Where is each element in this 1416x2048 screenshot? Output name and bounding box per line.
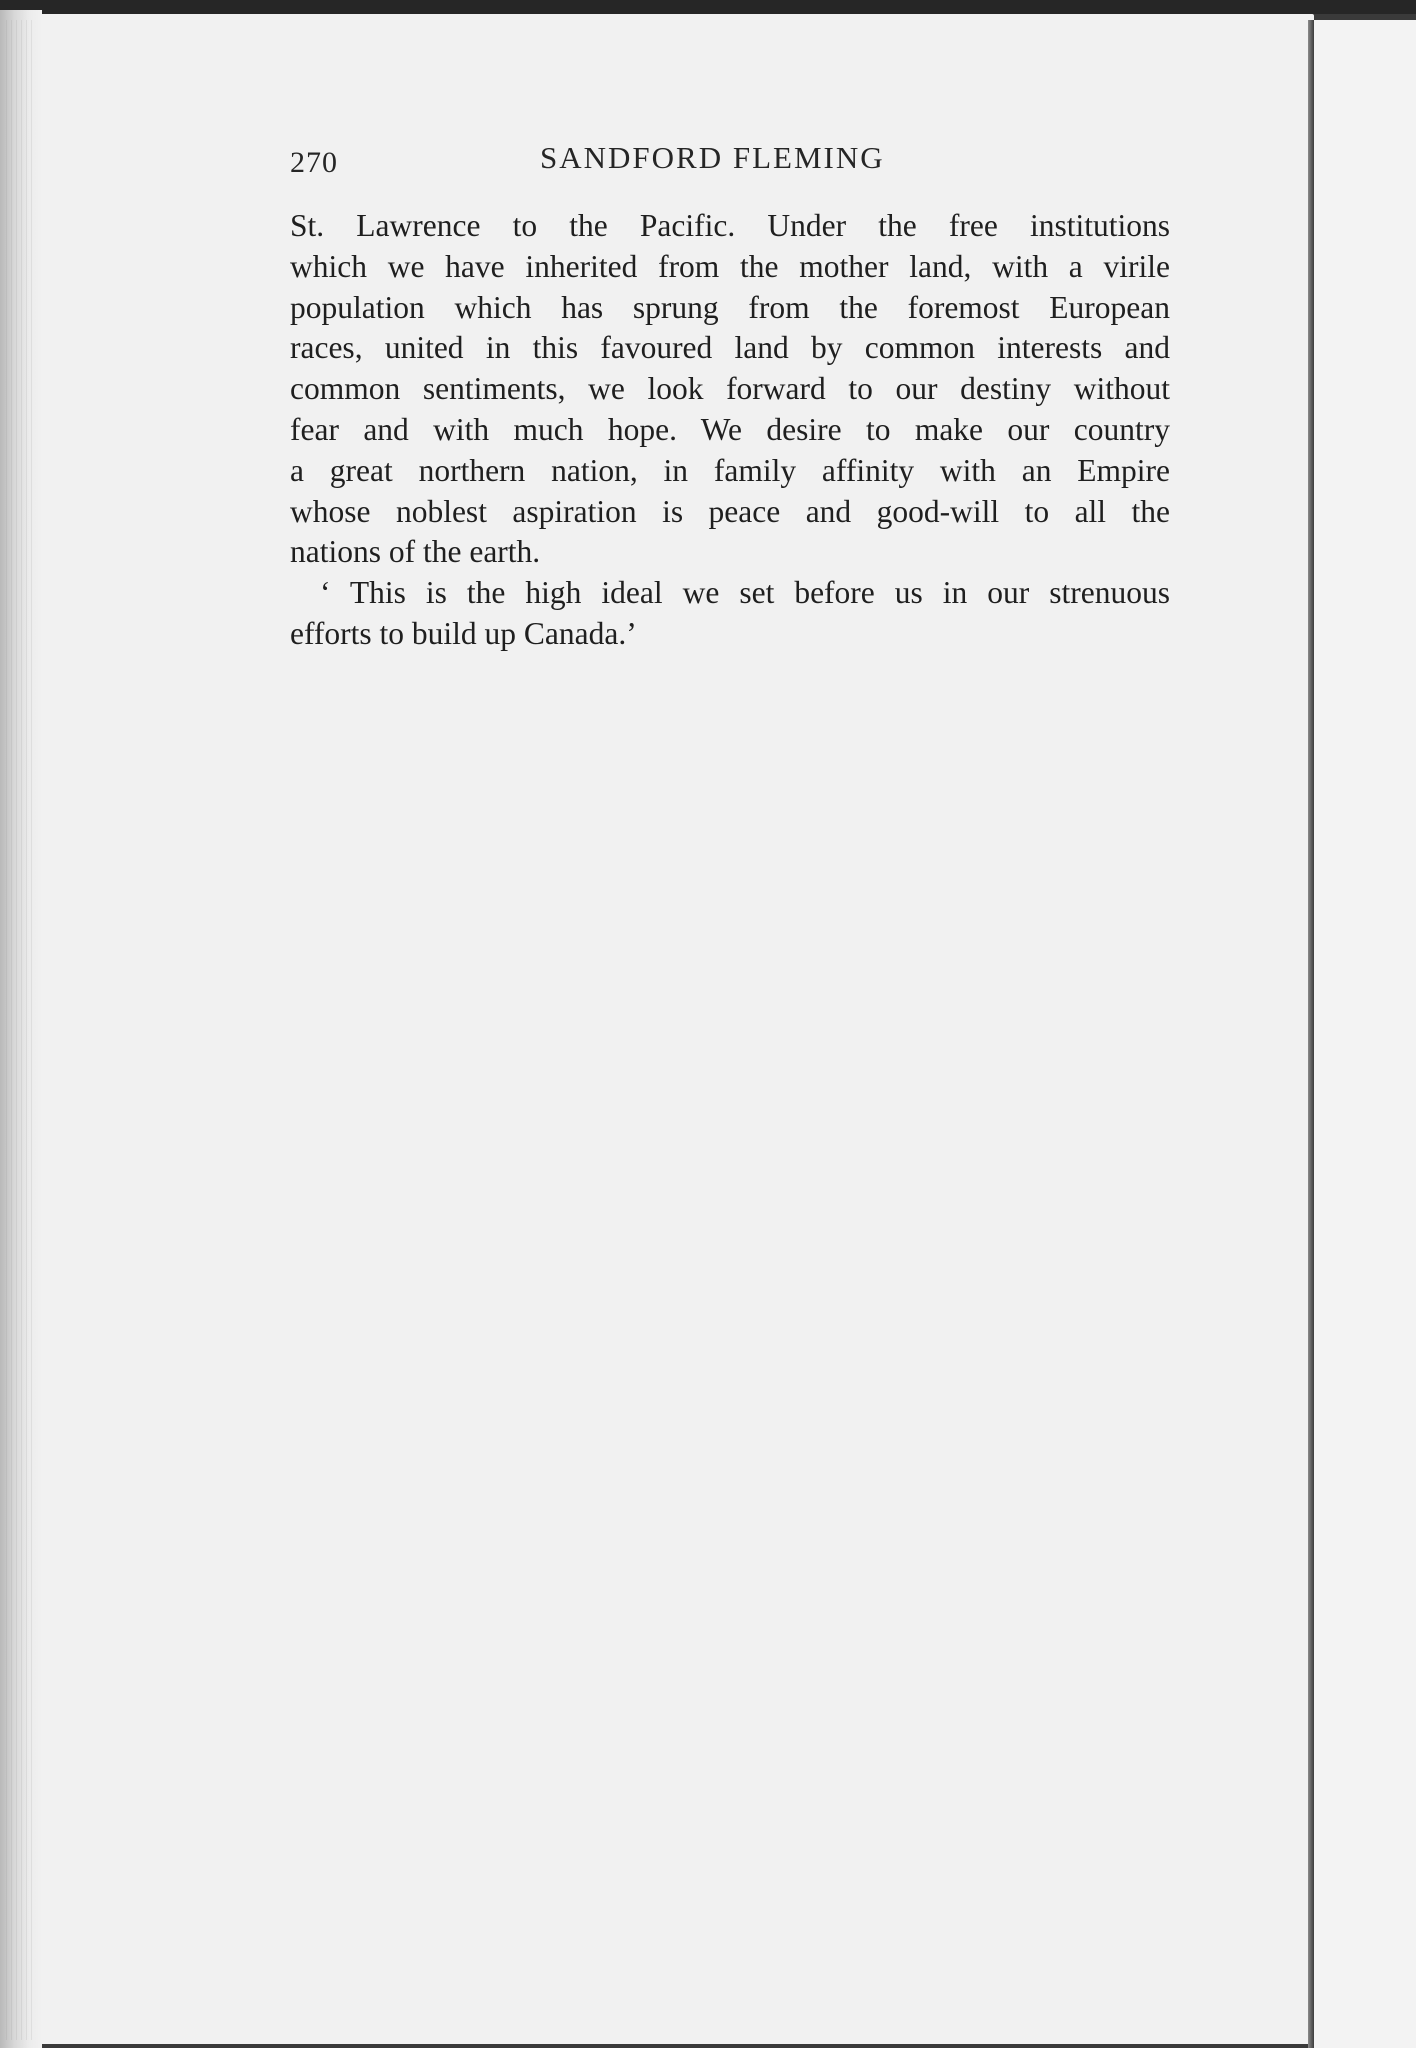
text-line: which we have inherited from the mother land, with a virile bbox=[290, 248, 1170, 284]
text-line: efforts to build up Canada.’ bbox=[290, 615, 637, 651]
text-line: whose noblest aspiration is peace and good-will to all the bbox=[290, 493, 1170, 529]
text-line: ‘ This is the high ideal we set before us in our strenuous bbox=[320, 575, 1170, 611]
facing-page bbox=[1314, 20, 1416, 2048]
text-line: a great northern nation, in family affinity with an Empire bbox=[290, 452, 1170, 488]
text-line: population which has sprung from the foremost European bbox=[290, 289, 1170, 325]
text-line: races, united in this favoured land by common interests and bbox=[290, 330, 1170, 366]
text-line: common sentiments, we look forward to our destiny without bbox=[290, 371, 1170, 407]
running-title: SANDFORD FLEMING bbox=[540, 140, 885, 175]
text-line: St. Lawrence to the Pacific. Under the free institutions bbox=[290, 208, 1170, 243]
text-line: nations of the earth. bbox=[290, 534, 541, 570]
scan-top-border bbox=[0, 0, 1416, 14]
running-head bbox=[290, 140, 1170, 180]
page-number: 270 bbox=[290, 146, 338, 179]
page-stack-edges bbox=[6, 20, 36, 2040]
body-text bbox=[290, 206, 1170, 655]
text-line: fear and with much hope. We desire to make our country bbox=[290, 411, 1170, 447]
